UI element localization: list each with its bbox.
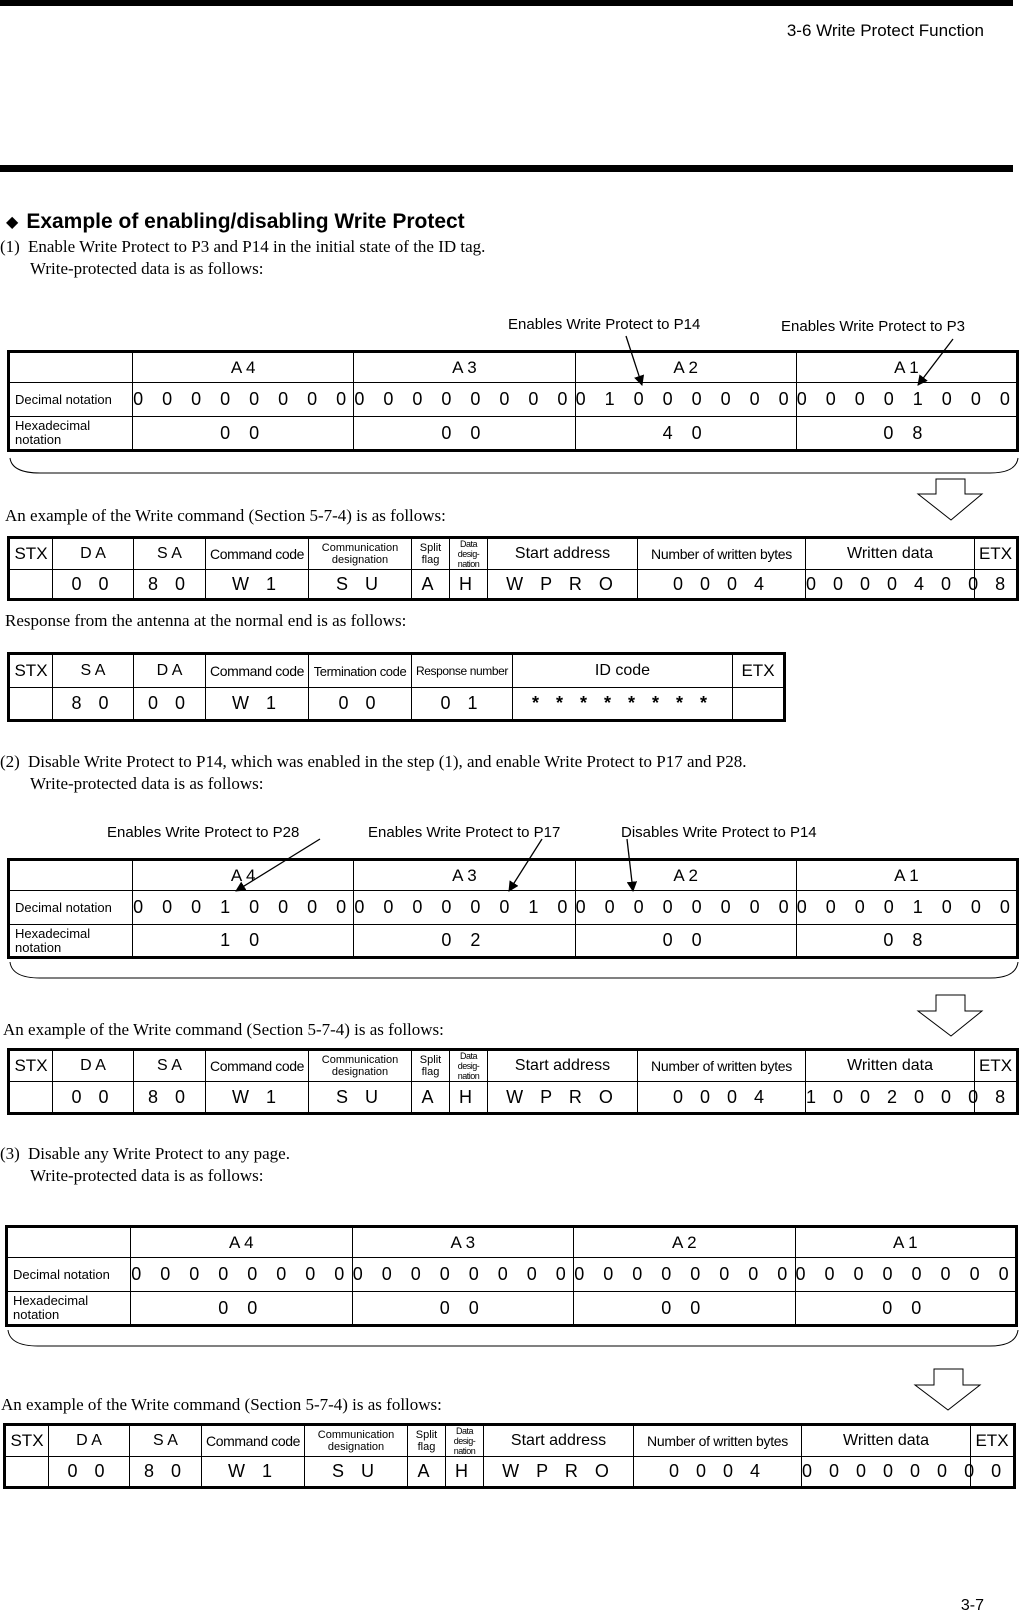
val-da: 0 0: [53, 1082, 134, 1114]
step2-line2: Write-protected data is as follows:: [30, 774, 264, 793]
step2-number: (2): [0, 752, 20, 771]
hex-label: Hexadecimal notation: [7, 1292, 131, 1326]
val-data-designation: H: [446, 1457, 484, 1488]
col-header-a2: A 2: [575, 860, 796, 891]
hdr-stx: STX: [9, 1050, 53, 1082]
decimal-a2: 0 0 0 0 0 0 0 0: [575, 891, 796, 925]
hex-label: Hexadecimal notation: [9, 417, 133, 451]
hdr-etx: ETX: [975, 538, 1018, 570]
hdr-sa: S A: [130, 1425, 202, 1457]
hdr-number-of-bytes: Number of written bytes: [638, 538, 806, 570]
col-header-a3: A 3: [354, 860, 575, 891]
decimal-a4: 0 0 0 1 0 0 0 0: [133, 891, 354, 925]
resp-hdr-id-code: ID code: [513, 654, 733, 688]
step2-callout-p28: Enables Write Protect to P28: [107, 824, 300, 841]
step1-response-intro: Response from the antenna at the normal end is as follows:: [5, 611, 407, 630]
val-da: 0 0: [49, 1457, 130, 1488]
decimal-a4: 0 0 0 0 0 0 0 0: [133, 383, 354, 417]
diamond-bullet-icon: ◆: [6, 214, 19, 231]
hdr-number-of-bytes: Number of written bytes: [638, 1050, 806, 1082]
hdr-command-code: Command code: [206, 538, 309, 570]
col-header-a1: A 1: [795, 1227, 1017, 1258]
val-number-of-bytes: 0 0 0 4: [638, 570, 806, 600]
val-sa: 8 0: [134, 1082, 206, 1114]
hdr-data-designation: Data desig-nation: [450, 1050, 488, 1082]
hdr-command-code: Command code: [206, 1050, 309, 1082]
val-number-of-bytes: 0 0 0 4: [638, 1082, 806, 1114]
decimal-a1: 0 0 0 0 1 0 0 0: [796, 383, 1017, 417]
col-header-a4: A 4: [133, 352, 354, 383]
decimal-a3: 0 0 0 0 0 0 0 0: [352, 1258, 574, 1292]
resp-val-da: 0 0: [134, 688, 206, 721]
val-written-data: 0 0 0 0 4 0 0 8: [806, 570, 975, 600]
step1-arrow-p3: [918, 339, 953, 385]
val-da: 0 0: [53, 570, 134, 600]
val-written-data: 1 0 0 2 0 0 0 8: [806, 1082, 975, 1114]
step1-brace: [10, 458, 1018, 473]
resp-hdr-etx: ETX: [733, 654, 785, 688]
hdr-split-flag: Split flag: [412, 1050, 450, 1082]
resp-val-command-code: W 1: [206, 688, 309, 721]
col-header-a4: A 4: [133, 860, 354, 891]
resp-hdr-sa: S A: [53, 654, 134, 688]
step1-line1: Enable Write Protect to P3 and P14 in the initial state of the ID tag.: [28, 237, 486, 256]
resp-val-sa: 8 0: [53, 688, 134, 721]
val-split-flag: A: [412, 1082, 450, 1114]
resp-val-response-number: 0 1: [412, 688, 513, 721]
hex-a1: 0 8: [796, 417, 1017, 451]
step2-brace: [10, 962, 1018, 978]
step2-line1: Disable Write Protect to P14, which was enabled in the step (1), and enable Write Protect to P17 and P28.: [28, 752, 747, 771]
section-heading-text: Example of enabling/disabling Write Protect: [26, 210, 465, 233]
decimal-a2: 0 0 0 0 0 0 0 0: [574, 1258, 796, 1292]
step3-number: (3): [0, 1144, 20, 1163]
resp-hdr-termination-code: Termination code: [309, 654, 412, 688]
hdr-split-flag: Split flag: [412, 538, 450, 570]
hdr-sa: S A: [134, 538, 206, 570]
hex-a2: 4 0: [575, 417, 796, 451]
hdr-stx: STX: [9, 538, 53, 570]
hex-a2: 0 0: [574, 1292, 796, 1326]
hdr-start-address: Start address: [484, 1425, 634, 1457]
val-data-designation: H: [450, 1082, 488, 1114]
step2-arrow-p14: [627, 839, 633, 891]
col-header-a1: A 1: [796, 352, 1017, 383]
val-sa: 8 0: [134, 570, 206, 600]
col-header-a1: A 1: [796, 860, 1017, 891]
decimal-label: Decimal notation: [7, 1258, 131, 1292]
hdr-data-designation: Data desig-nation: [450, 538, 488, 570]
val-command-code: W 1: [206, 1082, 309, 1114]
col-header-a2: A 2: [574, 1227, 796, 1258]
header-title: 3-6 Write Protect Function: [786, 21, 984, 40]
decimal-a1: 0 0 0 0 0 0 0 0: [795, 1258, 1017, 1292]
val-command-code: W 1: [202, 1457, 305, 1488]
hdr-written-data: Written data: [806, 538, 975, 570]
val-communication-designation: S U: [309, 1082, 412, 1114]
step2-down-arrow-icon: [918, 995, 982, 1036]
hdr-start-address: Start address: [488, 1050, 638, 1082]
resp-val-termination-code: 0 0: [309, 688, 412, 721]
step1-callout-p14: Enables Write Protect to P14: [508, 316, 701, 333]
decimal-a1: 0 0 0 0 1 0 0 0: [796, 891, 1017, 925]
hex-a4: 1 0: [133, 925, 354, 958]
hex-a4: 0 0: [131, 1292, 353, 1326]
hdr-written-data: Written data: [802, 1425, 971, 1457]
page-number: 3-7: [960, 1597, 984, 1614]
val-number-of-bytes: 0 0 0 4: [634, 1457, 802, 1488]
col-header-a4: A 4: [131, 1227, 353, 1258]
val-start-address: W P R O: [484, 1457, 634, 1488]
val-split-flag: A: [408, 1457, 446, 1488]
val-command-code: W 1: [206, 570, 309, 600]
hdr-start-address: Start address: [488, 538, 638, 570]
hdr-communication-designation: Communication designation: [305, 1425, 408, 1457]
step2-write-intro: An example of the Write command (Section 5-7-4) is as follows:: [3, 1020, 444, 1039]
hex-a3: 0 0: [352, 1292, 574, 1326]
hex-a2: 0 0: [575, 925, 796, 958]
step1-callout-p3: Enables Write Protect to P3: [781, 318, 965, 335]
step2-arrow-p17: [509, 839, 542, 891]
decimal-a3: 0 0 0 0 0 0 0 0: [354, 383, 575, 417]
hdr-da: D A: [49, 1425, 130, 1457]
hex-a1: 0 0: [795, 1292, 1017, 1326]
val-start-address: W P R O: [488, 1082, 638, 1114]
val-sa: 8 0: [130, 1457, 202, 1488]
hdr-etx: ETX: [975, 1050, 1018, 1082]
hex-a3: 0 2: [354, 925, 575, 958]
val-communication-designation: S U: [305, 1457, 408, 1488]
val-data-designation: H: [450, 570, 488, 600]
resp-val-id-code: * * * * * * * *: [513, 688, 733, 721]
col-header-a2: A 2: [575, 352, 796, 383]
hdr-communication-designation: Communication designation: [309, 538, 412, 570]
step2-arrow-p28: [236, 839, 320, 891]
col-header-a3: A 3: [354, 352, 575, 383]
val-split-flag: A: [412, 570, 450, 600]
hex-a4: 0 0: [133, 417, 354, 451]
val-written-data: 0 0 0 0 0 0 0 0: [802, 1457, 971, 1488]
hdr-communication-designation: Communication designation: [309, 1050, 412, 1082]
step2-callout-p14: Disables Write Protect to P14: [621, 824, 817, 841]
resp-hdr-command-code: Command code: [206, 654, 309, 688]
decimal-a2: 0 1 0 0 0 0 0 0: [575, 383, 796, 417]
step1-write-intro: An example of the Write command (Section 5-7-4) is as follows:: [5, 506, 446, 525]
hdr-da: D A: [53, 1050, 134, 1082]
resp-hdr-da: D A: [134, 654, 206, 688]
resp-hdr-stx: STX: [9, 654, 53, 688]
step1-number: (1): [0, 237, 20, 256]
hdr-stx: STX: [5, 1425, 49, 1457]
step1-arrow-p14: [626, 336, 642, 385]
decimal-label: Decimal notation: [9, 383, 133, 417]
step3-down-arrow-icon: [915, 1369, 980, 1410]
val-start-address: W P R O: [488, 570, 638, 600]
resp-hdr-response-number: Response number: [412, 654, 513, 688]
decimal-label: Decimal notation: [9, 891, 133, 925]
step3-write-intro: An example of the Write command (Section 5-7-4) is as follows:: [1, 1395, 442, 1414]
hdr-command-code: Command code: [202, 1425, 305, 1457]
decimal-a3: 0 0 0 0 0 0 1 0: [354, 891, 575, 925]
hdr-etx: ETX: [971, 1425, 1015, 1457]
step1-down-arrow-icon: [918, 479, 982, 520]
step3-line1: Disable any Write Protect to any page.: [28, 1144, 290, 1163]
hdr-written-data: Written data: [806, 1050, 975, 1082]
hdr-number-of-bytes: Number of written bytes: [634, 1425, 802, 1457]
step3-brace: [8, 1330, 1018, 1346]
hex-a3: 0 0: [354, 417, 575, 451]
hdr-sa: S A: [134, 1050, 206, 1082]
hex-label: Hexadecimal notation: [9, 925, 133, 958]
step3-line2: Write-protected data is as follows:: [30, 1166, 264, 1185]
hex-a1: 0 8: [796, 925, 1017, 958]
step1-line2: Write-protected data is as follows:: [30, 259, 264, 278]
decimal-a4: 0 0 0 0 0 0 0 0: [131, 1258, 353, 1292]
val-communication-designation: S U: [309, 570, 412, 600]
hdr-da: D A: [53, 538, 134, 570]
hdr-data-designation: Data desig-nation: [446, 1425, 484, 1457]
col-header-a3: A 3: [352, 1227, 574, 1258]
hdr-split-flag: Split flag: [408, 1425, 446, 1457]
step2-callout-p17: Enables Write Protect to P17: [368, 824, 561, 841]
